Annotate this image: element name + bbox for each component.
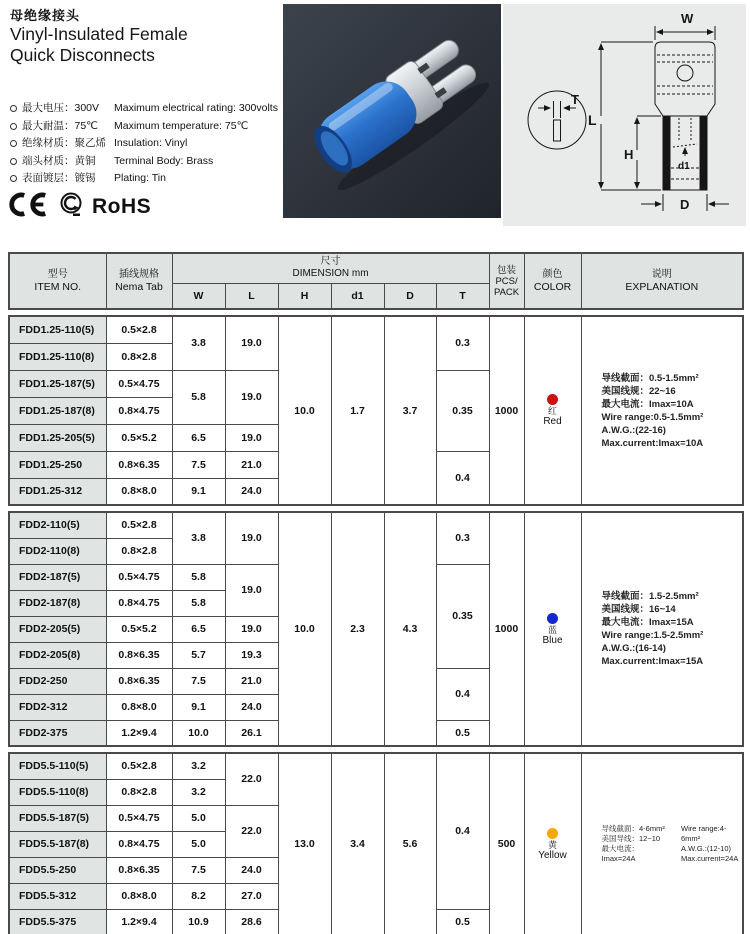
value-cell: 0.8×8.0 bbox=[106, 694, 172, 720]
spec-table-group-1 bbox=[8, 315, 744, 506]
item-no-cell: FDD5.5-375 bbox=[9, 909, 106, 934]
col-header-T: T bbox=[436, 283, 489, 309]
value-cell: 6.5 bbox=[172, 424, 225, 451]
certification-icon bbox=[59, 192, 83, 223]
table-row bbox=[9, 316, 743, 343]
item-no-cell: FDD5.5-250 bbox=[9, 857, 106, 883]
pcs-pack-cell: 500 bbox=[489, 753, 524, 934]
bullet-icon bbox=[10, 158, 17, 165]
certification-row bbox=[8, 190, 151, 224]
spec-label-en: Plating: Tin bbox=[114, 172, 166, 184]
value-cell: 1.7 bbox=[331, 316, 384, 505]
value-cell: 3.8 bbox=[172, 316, 225, 370]
value-cell: 4.3 bbox=[384, 512, 436, 746]
value-cell: 19.0 bbox=[225, 512, 278, 564]
spec-label-zh: 端头材质：黄铜 bbox=[22, 154, 96, 167]
red-dot-icon bbox=[547, 394, 558, 405]
value-cell: 3.2 bbox=[172, 779, 225, 805]
spec-label-en: Maximum temperature: 75℃ bbox=[114, 119, 249, 132]
value-cell: 1.2×9.4 bbox=[106, 909, 172, 934]
explanation-line: 导线截面：0.5-1.5mm² bbox=[601, 372, 699, 384]
color-label-zh: 蓝 bbox=[547, 624, 557, 635]
value-cell: 0.5×2.8 bbox=[106, 512, 172, 538]
spec-line bbox=[10, 103, 282, 115]
explanation-line: 最大电流：Imax=15A bbox=[601, 617, 694, 628]
explanation-column bbox=[681, 824, 742, 864]
value-cell: 19.0 bbox=[225, 316, 278, 370]
explanation-line: 美国线规：22~16 bbox=[601, 385, 676, 397]
item-no-cell: FDD1.25-187(8) bbox=[9, 397, 106, 424]
value-cell: 0.5×4.75 bbox=[106, 564, 172, 590]
explanation-line: 最大电流：Imax=24A bbox=[601, 844, 639, 863]
ce-mark-icon bbox=[8, 191, 50, 223]
item-no-cell: FDD2-205(5) bbox=[9, 616, 106, 642]
value-cell: 24.0 bbox=[225, 478, 278, 505]
explanation-line: A.W.G.:(12-10) bbox=[681, 844, 732, 853]
item-no-cell: FDD2-205(8) bbox=[9, 642, 106, 668]
col-header-d1: d1 bbox=[331, 283, 384, 309]
value-cell: 0.5×4.75 bbox=[106, 805, 172, 831]
col-header-item-no: 型号 ITEM NO. bbox=[9, 253, 106, 309]
item-no-cell: FDD2-312 bbox=[9, 694, 106, 720]
blue-dot-icon bbox=[547, 613, 558, 624]
bullet-icon bbox=[10, 123, 17, 130]
terminal-body-outline bbox=[655, 42, 715, 116]
value-cell: 0.8×6.35 bbox=[106, 857, 172, 883]
pcs-pack-cell: 1000 bbox=[489, 512, 524, 746]
value-cell: 0.5 bbox=[436, 720, 489, 746]
value-cell: 9.1 bbox=[172, 694, 225, 720]
title-chinese: 母绝缘接头 bbox=[10, 8, 81, 23]
spec-list bbox=[10, 103, 282, 191]
value-cell: 0.8×6.35 bbox=[106, 642, 172, 668]
dim-label-T: T bbox=[571, 92, 579, 107]
value-cell: 0.5×5.2 bbox=[106, 616, 172, 642]
value-cell: 9.1 bbox=[172, 478, 225, 505]
col-header-nema-tab: 插线规格 Nema Tab bbox=[106, 253, 172, 309]
col-header-color: 颜色 COLOR bbox=[524, 253, 581, 309]
title-english: Vinyl-Insulated Female Quick Disconnects bbox=[10, 24, 188, 65]
item-no-cell: FDD5.5-110(5) bbox=[9, 753, 106, 779]
value-cell: 7.5 bbox=[172, 668, 225, 694]
value-cell: 5.7 bbox=[172, 642, 225, 668]
spec-tables bbox=[8, 252, 744, 934]
spec-line bbox=[10, 156, 282, 168]
value-cell: 0.5×2.8 bbox=[106, 753, 172, 779]
value-cell: 0.4 bbox=[436, 668, 489, 720]
item-no-cell: FDD5.5-187(8) bbox=[9, 831, 106, 857]
value-cell: 24.0 bbox=[225, 857, 278, 883]
explanation-line: 最大电流：Imax=10A bbox=[601, 398, 694, 410]
explanation-line: A.W.G.:(16-14) bbox=[601, 643, 666, 654]
explanation-column bbox=[602, 590, 743, 668]
table-row bbox=[9, 512, 743, 538]
dimension-diagram bbox=[503, 4, 746, 226]
col-header-dimension: 尺寸 DIMENSION mm bbox=[172, 253, 489, 283]
value-cell: 13.0 bbox=[278, 753, 331, 934]
item-no-cell: FDD2-375 bbox=[9, 720, 106, 746]
explanation-line: 美国导线：12~10 bbox=[601, 834, 661, 843]
value-cell: 3.7 bbox=[384, 316, 436, 505]
spec-table-header bbox=[8, 252, 744, 310]
item-no-cell: FDD1.25-110(5) bbox=[9, 316, 106, 343]
item-no-cell: FDD5.5-110(8) bbox=[9, 779, 106, 805]
bullet-icon bbox=[10, 175, 17, 182]
col-header-W: W bbox=[172, 283, 225, 309]
value-cell: 0.3 bbox=[436, 512, 489, 564]
dim-label-d1: d1 bbox=[678, 161, 690, 172]
value-cell: 0.5 bbox=[436, 909, 489, 934]
spec-table-group-3 bbox=[8, 752, 744, 934]
color-cell bbox=[524, 316, 581, 505]
dim-label-D: D bbox=[680, 197, 690, 212]
table-row bbox=[9, 753, 743, 779]
value-cell: 0.3 bbox=[436, 316, 489, 370]
value-cell: 0.5×5.2 bbox=[106, 424, 172, 451]
dim-label-L: L bbox=[588, 112, 597, 128]
spec-line bbox=[10, 138, 282, 150]
explanation-line: Wire range:0.5-1.5mm² bbox=[601, 411, 704, 423]
value-cell: 0.35 bbox=[436, 370, 489, 451]
value-cell: 10.0 bbox=[278, 512, 331, 746]
value-cell: 21.0 bbox=[225, 451, 278, 478]
value-cell: 1.2×9.4 bbox=[106, 720, 172, 746]
color-label-zh: 红 bbox=[547, 406, 557, 416]
rohs-label: RoHS bbox=[92, 195, 152, 218]
item-no-cell: FDD1.25-110(8) bbox=[9, 343, 106, 370]
value-cell: 0.4 bbox=[436, 753, 489, 909]
col-header-explanation: 说明 EXPLANATION bbox=[581, 253, 743, 309]
color-cell bbox=[524, 512, 581, 746]
spec-label-en: Insulation: Vinyl bbox=[114, 137, 188, 149]
item-no-cell: FDD2-250 bbox=[9, 668, 106, 694]
bullet-icon bbox=[10, 140, 17, 147]
explanation-line: 导线截面：1.5-2.5mm² bbox=[601, 591, 699, 602]
item-no-cell: FDD2-187(5) bbox=[9, 564, 106, 590]
value-cell: 21.0 bbox=[225, 668, 278, 694]
value-cell: 19.0 bbox=[225, 424, 278, 451]
explanation-line: Max.current:Imax=15A bbox=[601, 656, 704, 667]
value-cell: 7.5 bbox=[172, 857, 225, 883]
value-cell: 19.0 bbox=[225, 370, 278, 424]
value-cell: 5.8 bbox=[172, 564, 225, 590]
explanation-cell bbox=[581, 316, 743, 505]
value-cell: 0.8×6.35 bbox=[106, 451, 172, 478]
value-cell: 0.8×8.0 bbox=[106, 478, 172, 505]
color-cell bbox=[524, 753, 581, 934]
value-cell: 0.8×6.35 bbox=[106, 668, 172, 694]
value-cell: 5.8 bbox=[172, 590, 225, 616]
item-no-cell: FDD1.25-205(5) bbox=[9, 424, 106, 451]
spec-label-en: Maximum electrical rating: 300volts bbox=[114, 102, 278, 114]
spec-label-zh: 绝缘材质：聚乙烯 bbox=[22, 137, 106, 149]
spec-line bbox=[10, 173, 282, 185]
yellow-dot-icon bbox=[547, 828, 558, 839]
value-cell: 0.8×4.75 bbox=[106, 397, 172, 424]
value-cell: 3.2 bbox=[172, 753, 225, 779]
color-label-en: Red bbox=[543, 416, 562, 427]
bullet-icon bbox=[10, 105, 17, 112]
value-cell: 8.2 bbox=[172, 883, 225, 909]
col-header-pack: 包装 PCS/ PACK bbox=[489, 253, 524, 309]
value-cell: 0.8×4.75 bbox=[106, 590, 172, 616]
explanation-column bbox=[602, 372, 743, 450]
explanation-line: A.W.G.:(22-16) bbox=[601, 424, 666, 436]
spec-table-group-2 bbox=[8, 511, 744, 747]
value-cell: 10.0 bbox=[278, 316, 331, 505]
item-no-cell: FDD1.25-312 bbox=[9, 478, 106, 505]
value-cell: 22.0 bbox=[225, 805, 278, 857]
value-cell: 26.1 bbox=[225, 720, 278, 746]
col-header-H: H bbox=[278, 283, 331, 309]
value-cell: 0.8×2.8 bbox=[106, 779, 172, 805]
pcs-pack-cell: 1000 bbox=[489, 316, 524, 505]
value-cell: 5.6 bbox=[384, 753, 436, 934]
spec-label-zh: 最大耐温：75℃ bbox=[22, 119, 98, 132]
value-cell: 0.5×4.75 bbox=[106, 370, 172, 397]
spec-line bbox=[10, 121, 282, 133]
spec-label-zh: 最大电压：300V bbox=[22, 102, 100, 114]
value-cell: 24.0 bbox=[225, 694, 278, 720]
value-cell: 5.0 bbox=[172, 831, 225, 857]
intro-block bbox=[10, 5, 280, 66]
value-cell: 0.8×8.0 bbox=[106, 883, 172, 909]
value-cell: 3.8 bbox=[172, 512, 225, 564]
value-cell: 19.0 bbox=[225, 616, 278, 642]
col-header-L: L bbox=[225, 283, 278, 309]
explanation-line: Max.current=24A bbox=[681, 854, 739, 863]
value-cell: 3.4 bbox=[331, 753, 384, 934]
value-cell: 19.0 bbox=[225, 564, 278, 616]
value-cell: 0.35 bbox=[436, 564, 489, 668]
color-label-en: Blue bbox=[542, 634, 563, 646]
col-header-D: D bbox=[384, 283, 436, 309]
product-photo bbox=[283, 4, 501, 218]
item-no-cell: FDD5.5-187(5) bbox=[9, 805, 106, 831]
spec-label-en: Terminal Body: Brass bbox=[114, 154, 214, 167]
explanation-column bbox=[602, 824, 670, 864]
value-cell: 0.8×2.8 bbox=[106, 343, 172, 370]
explanation-line: Max.current:Imax=10A bbox=[601, 437, 704, 449]
value-cell: 19.3 bbox=[225, 642, 278, 668]
item-no-cell: FDD2-110(5) bbox=[9, 512, 106, 538]
value-cell: 7.5 bbox=[172, 451, 225, 478]
spec-label-zh: 表面镀层：镀锡 bbox=[22, 172, 96, 184]
value-cell: 2.3 bbox=[331, 512, 384, 746]
color-label-zh: 黄 bbox=[547, 839, 557, 850]
explanation-cell bbox=[581, 512, 743, 746]
explanation-line: Wire range:4-6mm² bbox=[681, 824, 727, 843]
item-no-cell: FDD1.25-187(5) bbox=[9, 370, 106, 397]
explanation-line: 美国线规：16~14 bbox=[601, 604, 676, 615]
value-cell: 0.8×4.75 bbox=[106, 831, 172, 857]
value-cell: 6.5 bbox=[172, 616, 225, 642]
value-cell: 5.8 bbox=[172, 370, 225, 424]
dim-label-H: H bbox=[624, 147, 634, 162]
dim-label-W: W bbox=[681, 11, 694, 26]
value-cell: 10.9 bbox=[172, 909, 225, 934]
value-cell: 28.6 bbox=[225, 909, 278, 934]
value-cell: 0.5×2.8 bbox=[106, 316, 172, 343]
value-cell: 5.0 bbox=[172, 805, 225, 831]
item-no-cell: FDD1.25-250 bbox=[9, 451, 106, 478]
item-no-cell: FDD5.5-312 bbox=[9, 883, 106, 909]
value-cell: 27.0 bbox=[225, 883, 278, 909]
item-no-cell: FDD2-187(8) bbox=[9, 590, 106, 616]
explanation-line: 导线截面：4-6mm² bbox=[601, 824, 665, 833]
explanation-line: Wire range:1.5-2.5mm² bbox=[601, 630, 704, 641]
value-cell: 10.0 bbox=[172, 720, 225, 746]
value-cell: 22.0 bbox=[225, 753, 278, 805]
value-cell: 0.4 bbox=[436, 451, 489, 505]
value-cell: 0.8×2.8 bbox=[106, 538, 172, 564]
item-no-cell: FDD2-110(8) bbox=[9, 538, 106, 564]
explanation-cell bbox=[581, 753, 743, 934]
color-label-en: Yellow bbox=[538, 849, 567, 861]
